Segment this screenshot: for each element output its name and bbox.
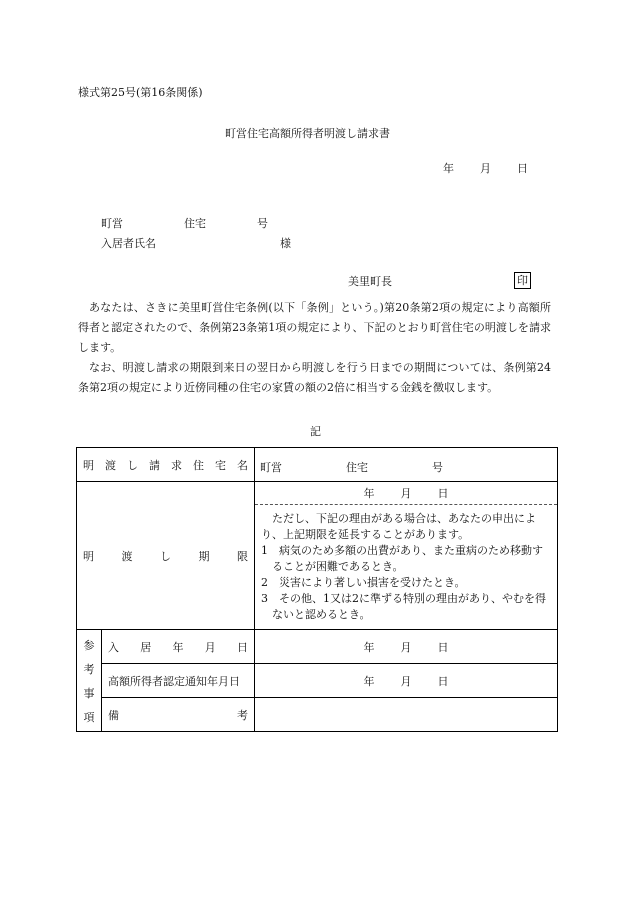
housing-value-number: 号	[432, 460, 443, 474]
certification-date-value	[255, 664, 558, 698]
label-char: 住	[193, 458, 204, 472]
remarks-label	[102, 698, 255, 732]
certification-day: 日	[437, 674, 449, 688]
label-char: 求	[171, 458, 182, 472]
document-title: 町営住宅高額所得者明渡し請求書	[225, 127, 390, 140]
label-char: 居	[140, 640, 152, 654]
label-char: 名	[237, 458, 248, 472]
housing-value-town: 町営	[260, 460, 282, 474]
label-char: 明	[83, 458, 94, 472]
label-char: 宅	[215, 458, 226, 472]
label-char: し	[160, 549, 171, 563]
label-char: 月	[204, 640, 216, 654]
addressee-name	[101, 237, 291, 250]
issue-date-day: 日	[517, 162, 528, 175]
extension-lead: ただし、下記の理由がある場合は、あなたの申出により、上記期限を延長することがあります。	[261, 512, 536, 541]
move-in-date-value	[255, 630, 558, 664]
addressee-name-suffix: 様	[280, 237, 291, 250]
move-in-day: 日	[437, 640, 449, 654]
deadline-day: 日	[437, 487, 449, 500]
addressee-housing-house: 住宅	[184, 217, 206, 230]
label-char: 考	[237, 708, 248, 722]
label-char: 備	[108, 708, 119, 722]
move-in-date-label	[102, 630, 255, 664]
ki-heading: 記	[310, 425, 321, 438]
addressee-housing	[101, 217, 268, 230]
body-paragraph-2: なお、明渡し請求の期限到来日の翌日から明渡しを行う日までの期間については、条例第24条第2項の規定により近傍同種の住宅の家賃の額の2倍に相当する金銭を徴収します。	[78, 361, 551, 394]
addressee-housing-number: 号	[257, 217, 268, 230]
deadline-value	[255, 482, 558, 630]
deadline-date	[255, 482, 557, 505]
extension-item-2: 2 災害により著しい損害を受けたとき。	[261, 576, 466, 589]
housing-name-value	[255, 448, 558, 482]
housing-name-label	[77, 448, 255, 482]
row-housing-name	[77, 448, 558, 482]
label-char: 入	[108, 640, 119, 654]
request-table	[76, 447, 558, 732]
reference-char: 考	[83, 662, 95, 676]
reference-char: 事	[83, 686, 95, 700]
move-in-month: 月	[400, 640, 412, 654]
certification-year: 年	[363, 674, 375, 688]
certification-month: 月	[400, 674, 412, 688]
reference-char: 項	[83, 710, 95, 724]
label-char: 渡	[121, 549, 133, 563]
row-deadline	[77, 482, 558, 630]
deadline-year: 年	[363, 487, 375, 500]
extension-note	[255, 505, 557, 629]
issue-date-month: 月	[480, 162, 491, 175]
label-char: 請	[149, 458, 160, 472]
label-char: 明	[83, 549, 94, 563]
label-char: し	[127, 458, 138, 472]
deadline-label	[77, 482, 255, 630]
issue-date-year: 年	[443, 162, 454, 175]
reference-char: 参	[83, 638, 95, 652]
extension-item-3: 3 その他、1又は2に準ずる特別の理由があり、やむを得ないと認めるとき。	[261, 592, 546, 621]
seal-stamp: 印	[514, 272, 531, 289]
remarks-value	[255, 698, 558, 732]
label-char: 渡	[105, 458, 116, 472]
label-char: 年	[172, 640, 184, 654]
addressee-name-label: 入居者氏名	[101, 237, 156, 250]
label-char: 限	[237, 549, 248, 563]
label-char: 日	[237, 640, 248, 654]
addressee-housing-town: 町営	[101, 217, 123, 230]
body-paragraph-1: あなたは、さきに美里町営住宅条例(以下「条例」という。)第20条第2項の規定により高額所得者と認定されたので、条例第23条第1項の規定により、下記のとおり町営住宅の明渡しを請求します。	[78, 301, 551, 354]
row-certification-date	[77, 664, 558, 698]
housing-value-house: 住宅	[346, 460, 368, 474]
move-in-year: 年	[363, 640, 375, 654]
deadline-month: 月	[400, 487, 412, 500]
issue-date	[443, 163, 528, 174]
certification-date-label: 高額所得者認定通知年月日	[102, 664, 255, 698]
label-char: 期	[198, 549, 210, 563]
row-move-in-date	[77, 630, 558, 664]
sender-name: 美里町長	[348, 275, 392, 288]
extension-item-1: 1 病気のため多額の出費があり、また重病のため移動することが困難であるとき。	[261, 544, 543, 573]
reference-heading	[77, 630, 102, 732]
row-remarks	[77, 698, 558, 732]
form-number: 様式第25号(第16条関係)	[78, 86, 203, 99]
